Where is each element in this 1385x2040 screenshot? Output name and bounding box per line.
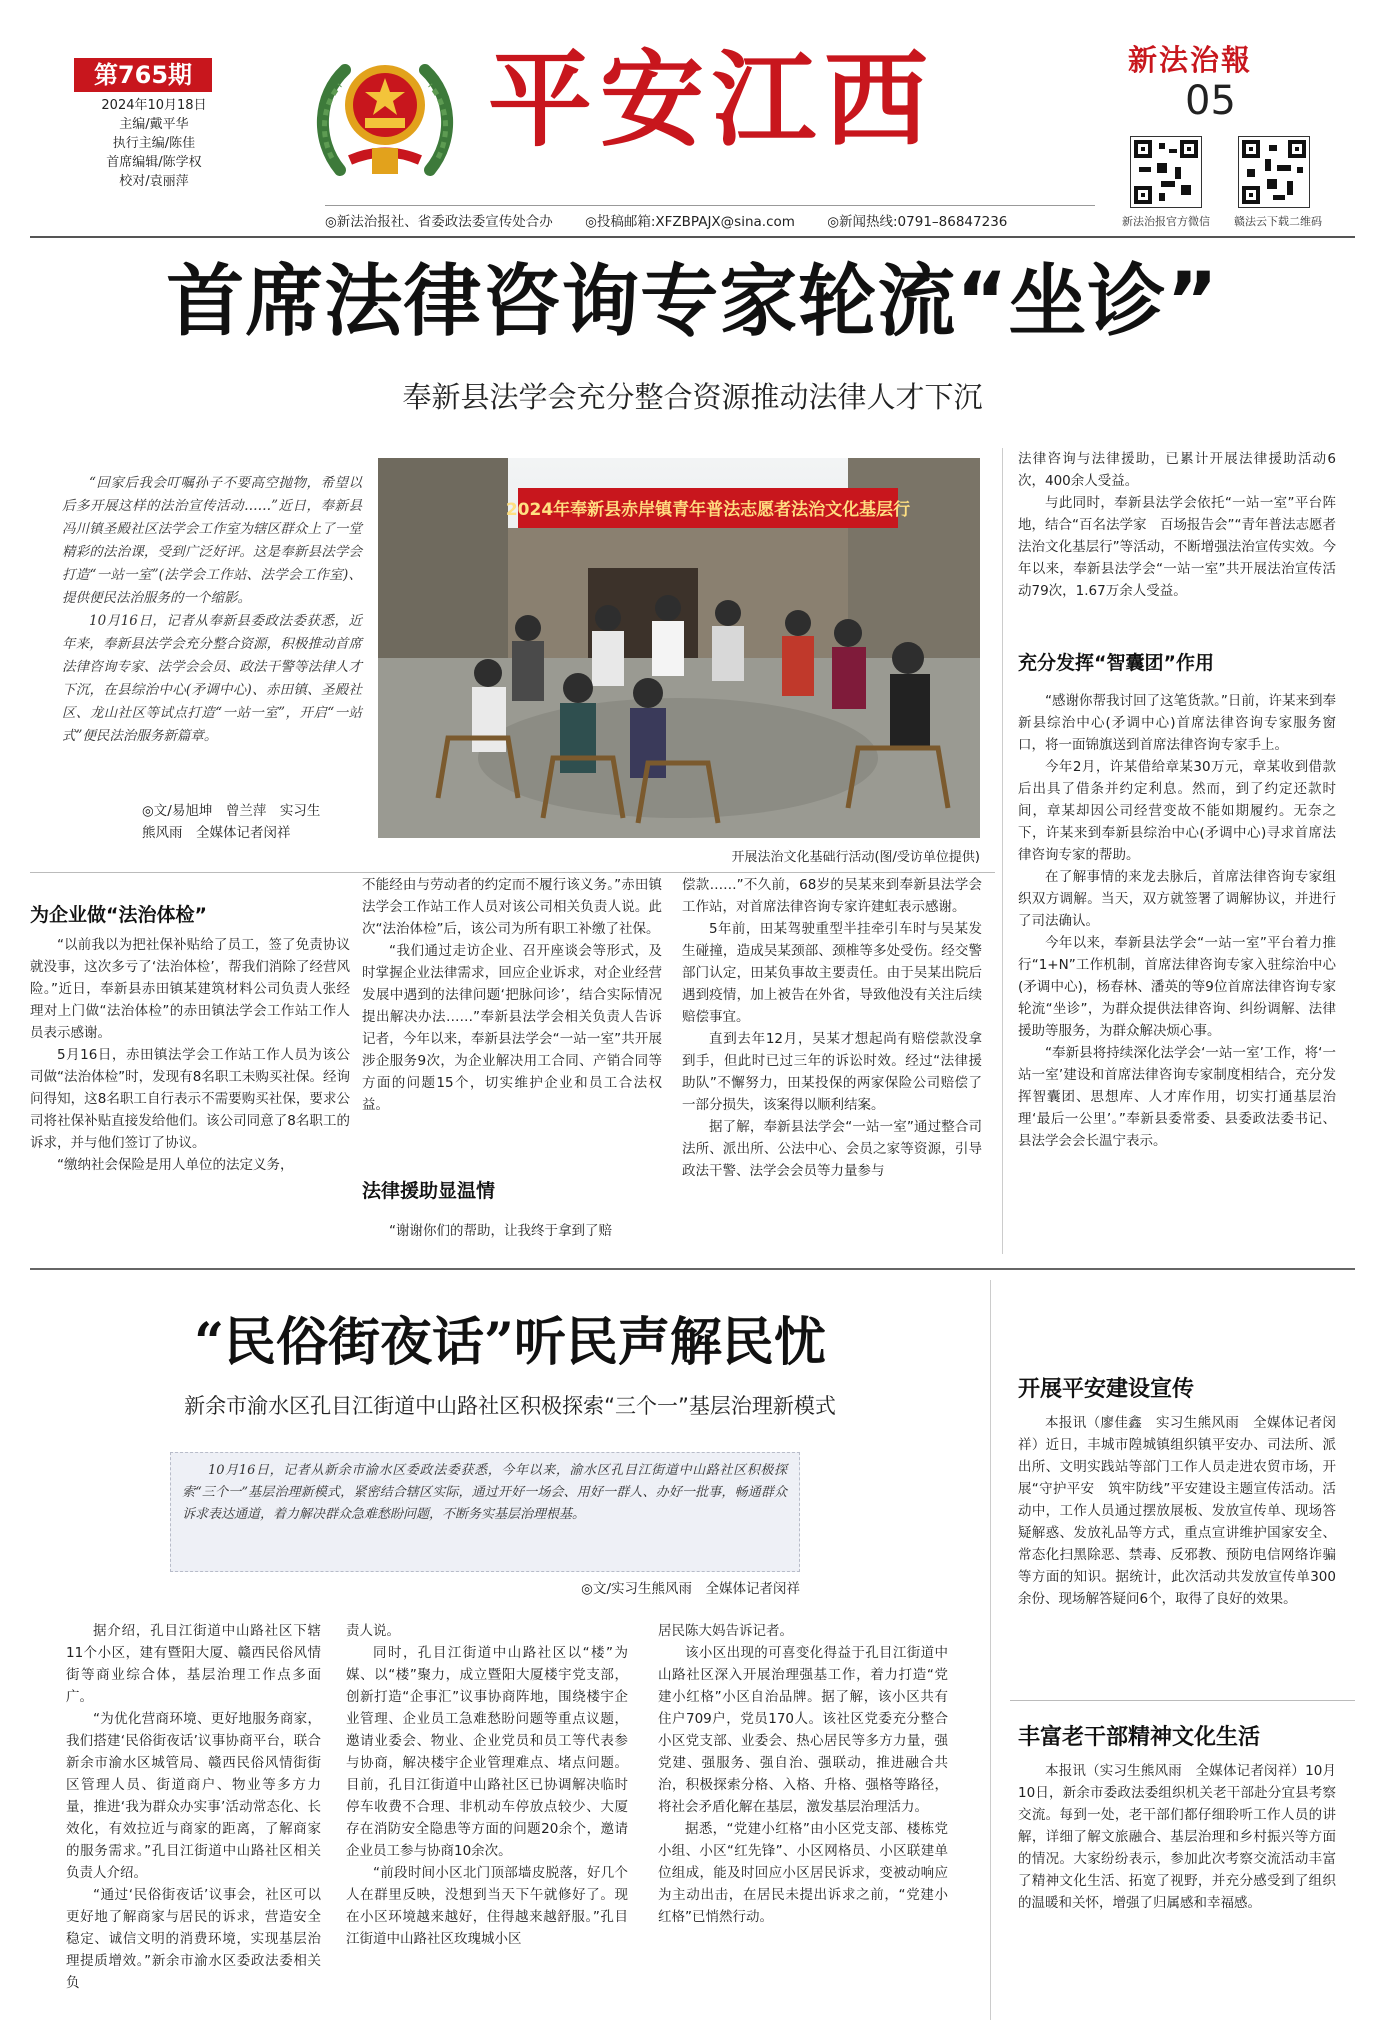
article1-col2-end: [362, 1220, 662, 1242]
article2-paragraph: “通过‘民俗街夜话’议事会，社区可以更好地了解商家与居民的诉求，营造安全稳定、诚信文明的消费环境，实现基层治理提质增效。”新余市渝水区委政法委相关负: [66, 1887, 321, 1991]
article2-paragraph: “为优化营商环境、更好地服务商家，我们搭建‘民俗街夜话’议事协商平台，联合新余市渝水区城管局、赣西民俗风情街街区管理人员、街道商户、物业等多方力量，推进‘我为群众办实事’活动常态化、长效化，有效拉近与商家的距离，了解商家的服务需求。”孔目江街道中山路社区相关负责人介绍。: [66, 1711, 321, 1881]
article3-body: 本报讯（廖佳鑫 实习生熊风雨 全媒体记者闵祥）近日，丰城市隍城镇组织镇平安办、司法所、派出所、文明实践站等部门工作人员走进农贸市场，开展“守护平安 筑牢防线”平安建设主题宣传活动。活动中，工作人员通过摆放展板、发放宣传单、现场答疑解惑、发放礼品等方式，重点宣讲维护国家安全、常态化扫黑除恶、禁毒、反邪教、预防电信网络诈骗等方面的知识。据统计，此次活动共发放宣传单300余份、现场解答疑问6个，取得了良好的效果。: [1018, 1415, 1336, 1607]
article1-paragraph: 偿款……”不久前，68岁的吴某来到奉新县法学会工作站，对首席法律咨询专家许建虹表示感谢。: [682, 877, 982, 915]
masthead-title: 平安江西: [488, 38, 937, 161]
photo-banner-text: 2024年奉新县赤岸镇青年普法志愿者法治文化基层行: [505, 500, 911, 520]
article2-paragraph: 该小区出现的可喜变化得益于孔目江街道中山路社区深入开展治理强基工作，着力打造“党建小红格”小区自治品牌。据了解，该小区共有住户709户，党员170人。该社区党委充分整合小区党支部、业委会、热心居民等多方力量，强党建、强服务、强自治、强联动，推进融合共治，积极探索分格、入格、升格、强格等路径，将社会矛盾化解在基层，激发基层治理活力。: [658, 1645, 948, 1815]
article2-col3: [658, 1620, 948, 1928]
qr-code-wechat[interactable]: [1130, 136, 1202, 208]
article1-intro-paragraph: 10月16日，记者从奉新县委政法委获悉，近年来，奉新县法学会充分整合资源，积极推动首席法律咨询专家、法学会会员、政法干警等法律人才下沉，在县综治中心(矛调中心)、赤田镇、圣殿社区、龙山社区等试点打造“一站一室”，开启“一站式”便民法治服务新篇章。: [62, 613, 362, 744]
article1-byline: ◎文/易旭坤 曾兰萍 实习生 熊风雨 全媒体记者闵祥: [142, 803, 321, 841]
article1-subhead: 奉新县法学会充分整合资源推动法律人才下沉: [402, 380, 983, 414]
article1-section-title: 充分发挥“智囊团”作用: [1018, 652, 1214, 674]
article1-col4-continued: [1018, 690, 1336, 1152]
article1-photo-caption: 开展法治文化基础行活动(图/受访单位提供): [731, 850, 980, 865]
article1-paragraph: 据了解，奉新县法学会“一站一室”通过整合司法所、派出所、公法中心、会员之家等资源，引导政法干警、法学会会员等力量参与: [682, 1119, 982, 1179]
article1-paragraph: 在了解事情的来龙去脉后，首席法律咨询专家组织双方调解。当天，双方就签署了调解协议，并进行了司法确认。: [1018, 869, 1336, 929]
article1-paragraph: “奉新县将持续深化法学会‘一站一室’工作，将‘一站一室’建设和首席法律咨询专家制度相结合，充分发挥智囊团、思想库、人才库作用，切实打通基层治理‘最后一公里’。”奉新县委常委、县委政法委书记、县法学会会长温宁表示。: [1018, 1045, 1336, 1149]
article1-intro: [62, 472, 362, 748]
info-hotline: ◎新闻热线:0791–86847236: [827, 214, 1008, 230]
article1-paragraph: “缴纳社会保险是用人单位的法定义务，: [57, 1157, 294, 1173]
article2-subhead: 新余市渝水区孔目江街道中山路社区积极探索“三个一”基层治理新模式: [184, 1394, 836, 1418]
article2-byline: ◎文/实习生熊风雨 全媒体记者闵祥: [581, 1581, 800, 1597]
article2-paragraph: 据介绍，孔目江街道中山路社区下辖11个小区，建有暨阳大厦、赣西民俗风情街等商业综合体，基层治理工作点多面广。: [66, 1623, 321, 1705]
article1-paragraph: 今年以来，奉新县法学会“一站一室”平台着力推行“1+N”工作机制，首席法律咨询专家入驻综治中心(矛调中心)，杨春林、潘英的等9位首席法律咨询专家轮流“坐诊”，为群众提供法律咨询、纠纷调解、法律援助等服务，为群众解决烦心事。: [1018, 935, 1336, 1039]
article1-paragraph: “感谢你帮我讨回了这笔货款。”日前，许某来到奉新县综治中心(矛调中心)首席法律咨询专家服务窗口，将一面锦旗送到首席法律咨询专家手上。: [1018, 693, 1336, 753]
article3-title: 开展平安建设宣传: [1018, 1377, 1195, 1402]
article1-col3: [682, 874, 982, 1182]
police-emblem-icon: [310, 40, 460, 190]
article1-col4: [1018, 448, 1350, 602]
article4-title: 丰富老干部精神文化生活: [1018, 1725, 1261, 1750]
article1-paragraph: 5月16日，赤田镇法学会工作站工作人员为该公司做“法治体检”时，发现有8名职工未购买社保。经询问得知，这8名职工自行表示不需要购买社保，要求公司将社保补贴直接发给他们。该公司同意了8名职工的诉求，并与他们签订了协议。: [30, 1047, 350, 1151]
article1-intro-paragraph: “回家后我会叮嘱孙子不要高空抛物，希望以后多开展这样的法治宣传活动……”近日，奉新县冯川镇圣殿社区法学会工作室为辖区群众上了一堂精彩的法治课，受到广泛好评。这是奉新县法学会打造“一站一室”(法学会工作站、法学会工作室)、提供便民法治服务的一个缩影。: [62, 475, 362, 606]
exec-editor-credit: 执行主编/陈佳: [112, 136, 196, 151]
article1-headline: 首席法律咨询专家轮流“坐诊”: [166, 257, 1219, 347]
article2-paragraph: “前段时间小区北门顶部墙皮脱落，好几个人在群里反映，没想到当天下午就修好了。现在小区环境越来越好，住得越来越舒服。”孔目江街道中山路社区玫瑰城小区: [346, 1865, 628, 1947]
chief-editor-credit: 首席编辑/陈学权: [106, 155, 202, 170]
article1-paragraph: “以前我以为把社保补贴给了员工，签了免责协议就没事，这次多亏了‘法治体检’，帮我们消除了经营风险。”近日，奉新县赤田镇某建筑材料公司负责人张经理对上门做“法治体检”的赤田镇法学会工作站工作人员表示感谢。: [30, 937, 350, 1041]
article1-paragraph: 不能经由与劳动者的约定而不履行该义务。”赤田镇法学会工作站工作人员对该公司相关负责人说。此次“法治体检”后，该公司为所有职工补缴了社保。: [362, 877, 662, 937]
article1-col1: [30, 934, 350, 1176]
qr-caption-app: 赣法云下载二维码: [1234, 215, 1322, 228]
article2-headline: “民俗街夜话”听民声解民忧: [194, 1312, 826, 1373]
issue-date: 2024年10月18日: [101, 98, 207, 113]
article1-col2: [362, 874, 662, 1116]
article2-paragraph: 居民陈大妈告诉记者。: [658, 1623, 793, 1639]
article4-body: 本报讯（实习生熊风雨 全媒体记者闵祥）10月10日，新余市委政法委组织机关老干部赴分宜县考察交流。每到一处，老干部们都仔细聆听工作人员的讲解，详细了解文旅融合、基层治理和乡村振兴等方面的情况。大家纷纷表示，参加此次考察交流活动丰富了精神文化生活、拓宽了视野，并充分感受到了组织的温暖和关怀，增强了归属感和幸福感。: [1018, 1763, 1336, 1911]
article1-paragraph: 5年前，田某驾驶重型半挂牵引车时与吴某发生碰撞，造成吴某颈部、颈椎等多处受伤。经交警部门认定，田某负事故主要责任。由于吴某出院后遇到疫情，加上被告在外省，导致他没有关注后续赔偿事宜。: [682, 921, 982, 1025]
article2-col1: [66, 1620, 321, 1994]
proofreader-credit: 校对/袁丽萍: [119, 174, 189, 189]
paper-name: 新法治報: [1128, 43, 1253, 77]
page-number: 05: [1185, 78, 1236, 124]
article2-paragraph: 责人说。: [346, 1623, 400, 1639]
article1-section-title: 法律援助显温情: [362, 1180, 496, 1202]
qr-code-app[interactable]: [1238, 136, 1310, 208]
article2-col2: [346, 1620, 628, 1950]
article1-paragraph: “谢谢你们的帮助，让我终于拿到了赔: [389, 1223, 612, 1239]
article1-section-title: 为企业做“法治体检”: [30, 904, 207, 926]
qr-caption-wechat: 新法治报官方微信: [1122, 215, 1210, 228]
article2-paragraph: 据悉，“党建小红格”由小区党支部、楼栋党小组、小区“红先锋”、小区网格员、小区联建单位组成，能及时回应小区居民诉求，变被动响应为主动出击，在居民未提出诉求之前，“党建小红格”已悄然行动。: [658, 1821, 948, 1925]
info-email[interactable]: ◎投稿邮箱:XFZBPAJX@sina.com: [585, 214, 795, 230]
article1-paragraph: 法律咨询与法律援助，已累计开展法律援助活动6次，400余人受益。: [1018, 451, 1336, 489]
article2-paragraph: 同时，孔目江街道中山路社区以“楼”为媒、以“楼”聚力，成立暨阳大厦楼宇党支部，创新打造“企事汇”议事协商阵地，围绕楼宇企业管理、企业员工急难愁盼问题等重点议题，邀请业委会、物业、企业党员和员工等代表参与协商，解决楼宇企业管理难点、堵点问题。目前，孔目江街道中山路社区已协调解决临时停车收费不合理、非机动车停放点较少、大厦存在消防安全隐患等方面的问题20余个，邀请企业员工参与协商10余次。: [346, 1645, 628, 1859]
info-organizers: ◎新法治报社、省委政法委宣传处合办: [325, 214, 553, 230]
article1-paragraph: 与此同时，奉新县法学会依托“一站一室”平台阵地，结合“百名法学家 百场报告会”“青年普法志愿者 法治文化基层行”等活动，不断增强法治宣传实效。今年以来，奉新县法学会“一站一室”共开展法治宣传活动79次，1.67万余人受益。: [1018, 495, 1350, 599]
editor-credit: 主编/戴平华: [119, 117, 189, 132]
issue-badge: 第765期: [74, 58, 212, 92]
article1-paragraph: “我们通过走访企业、召开座谈会等形式，及时掌握企业法律需求，回应企业诉求，对企业经营发展中遇到的法律问题‘把脉问诊’，结合实际情况提出解决办法……”奉新县法学会相关负责人告诉记者，今年以来，奉新县法学会“一站一室”共开展涉企服务9次，为企业解决用工合同、产销合同等方面的问题15个，切实维护企业和员工合法权益。: [362, 943, 662, 1113]
article1-photo: [378, 458, 980, 838]
article1-paragraph: 直到去年12月，吴某才想起尚有赔偿款没拿到手，但此时已过三年的诉讼时效。经过“法律援助队”不懈努力，田某投保的两家保险公司赔偿了一部分损失，该案得以顺利结案。: [682, 1031, 982, 1113]
article1-paragraph: 今年2月，许某借给章某30万元，章某收到借款后出具了借条并约定利息。然而，到了约定还款时间，章某却因公司经营变故不能如期履约。无奈之下，许某来到奉新县综治中心(矛调中心)寻求首席法律咨询专家的帮助。: [1018, 759, 1336, 863]
article2-intro: 10月16日，记者从新余市渝水区委政法委获悉，今年以来，渝水区孔目江街道中山路社区积极探索“三个一”基层治理新模式，紧密结合辖区实际，通过开好一场会、用好一群人、办好一批事，畅通群众诉求表达通道，着力解决群众急难愁盼问题，不断务实基层治理根基。: [182, 1463, 787, 1522]
